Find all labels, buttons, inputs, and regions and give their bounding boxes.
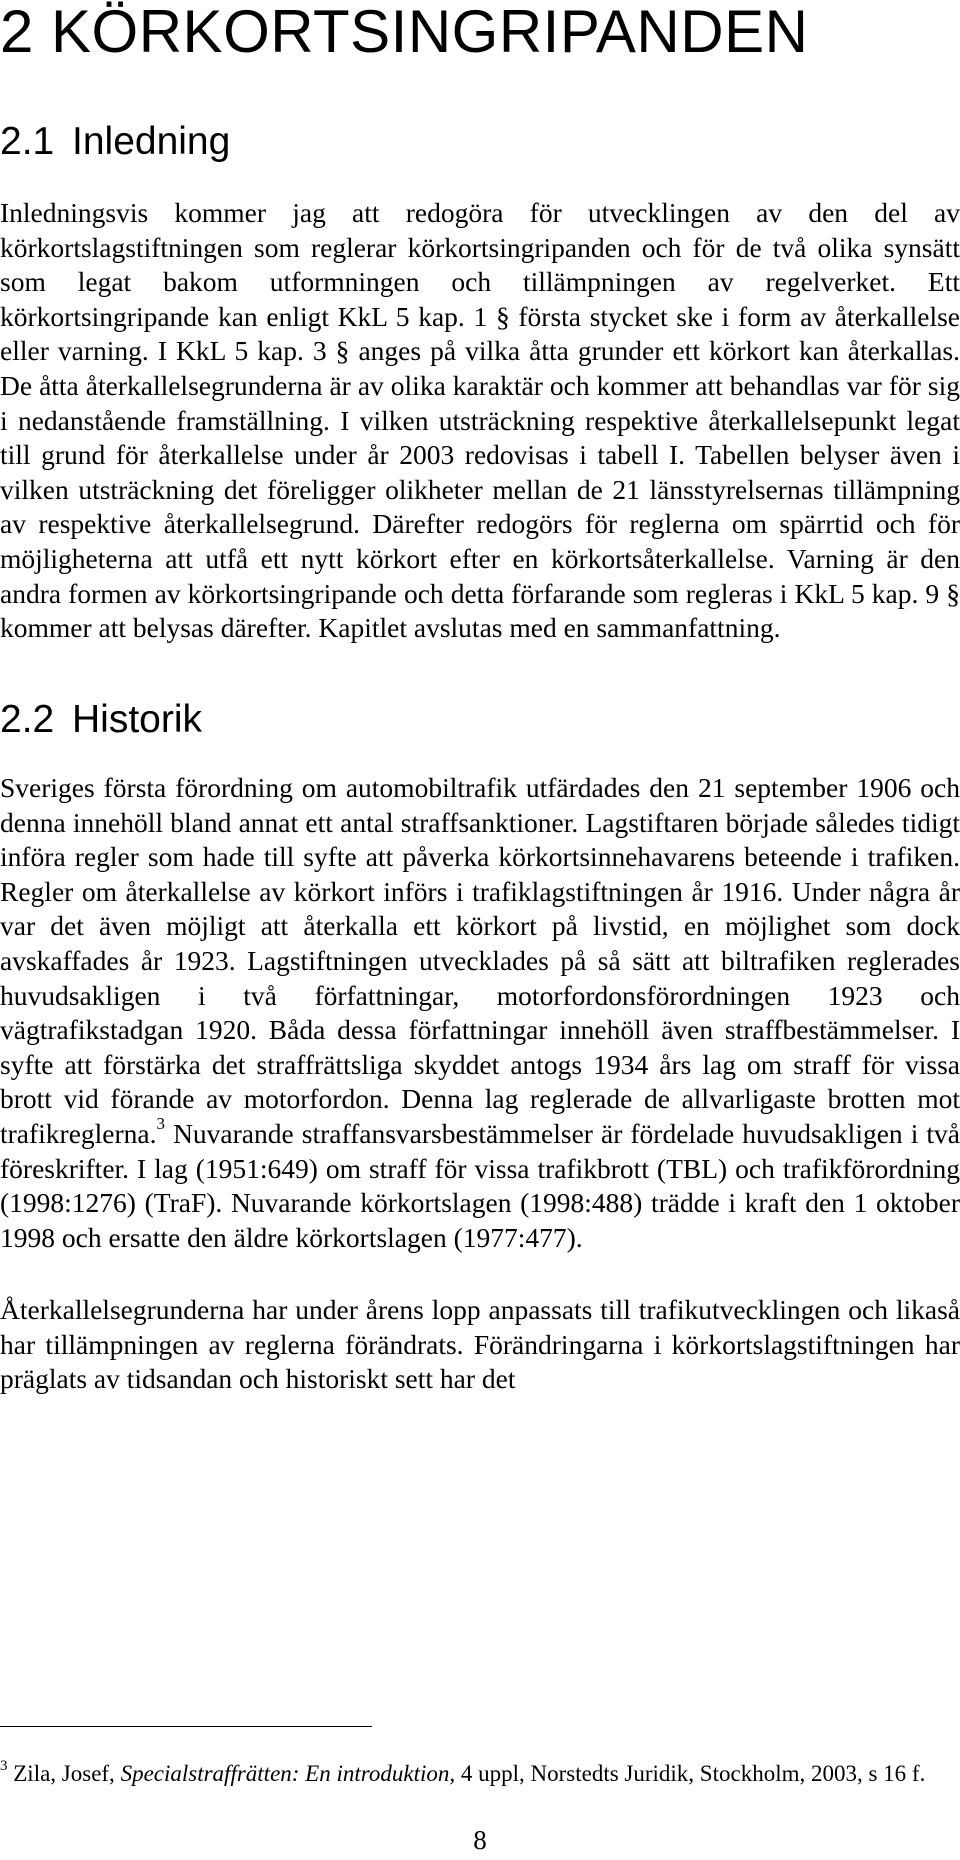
footnote-author: Zila, Josef, — [7, 1761, 121, 1786]
section-number: 2.1 — [0, 120, 55, 163]
footnote-reference[interactable]: 3 — [156, 1113, 166, 1133]
paragraph-text: Sveriges första förordning om automobiltrafik utfärdades den 21 september 1906 och denna innehöll bland annat ett antal straffsanktioner. Lagstiftaren började således tidigt införa regler som hade till syfte att påverka körkortsinnehavarens beteende i trafiken. Regler om återkallelse av körkort införs i trafiklagstiftningen år 1916. Under några år var det även möjligt att återkalla ett körkort på livstid, en möjlighet som dock avskaffades år 1923. Lagstiftningen utvecklades på så sätt att biltrafiken reglerades huvudsakligen i två författningar, motorfordonsförordningen 1923 och vägtrafikstadgan 1920. Båda dessa författningar innehöll även straffbestämmelser. I syfte att förstärka det straffrättsliga skyddet antogs 1934 års lag om straff för vissa brott vid förande av motorfordon. Denna lag reglerade de allvarligaste brotten mot trafikreglerna. — [0, 772, 960, 1149]
footnote — [0, 1757, 960, 1791]
paragraph-inledning: Inledningsvis kommer jag att redogöra för utvecklingen av den del av körkortslagstiftningen som reglerar körkortsingripanden och för de två olika synsätt som legat bakom utformningen och tillämpningen av regelverket. Ett körkortsingripande kan enligt KkL 5 kap. 1 § första stycket ske i form av återkallelse eller varning. I KkL 5 kap. 3 § anges på vilka åtta grunder ett körkort kan återkallas. De åtta återkallelsegrunderna är av olika karaktär och kommer att behandlas var för sig i nedanstående framställning. I vilken utsträckning respektive återkallelsepunkt legat till grund för återkallelse under år 2003 redovisas i tabell I. Tabellen belyser även i vilken utsträckning det föreligger olikheter mellan de 21 länsstyrelsernas tillämpning av respektive återkallelsegrund. Därefter redogörs för reglerna om spärrtid och för möjligheterna att utfå ett nytt körkort efter en körkortsåterkallelse. Varning är den andra formen av körkortsingripande och detta förfarande som regleras i KkL 5 kap. 9 § kommer att belysas därefter. Kapitlet avslutas med en sammanfattning. — [0, 197, 960, 644]
chapter-heading: 2 KÖRKORTSINGRIPANDEN — [0, 0, 809, 65]
paragraph-aterkallelsegrunder: Återkallelsegrunderna har under årens lopp anpassats till trafikutvecklingen och likaså har tillämpningen av reglerna förändrats. Förändringarna i körkortslagstiftningen har präglats av tidsandan och historiskt sett har det — [0, 1294, 960, 1395]
footnote-marker: 3 — [0, 1758, 8, 1774]
footnote-title: Specialstraffrätten: En introduktion, — [120, 1761, 456, 1786]
page-number: 8 — [473, 1825, 487, 1855]
footnote-separator — [0, 1726, 372, 1727]
section-title: Inledning — [72, 120, 231, 163]
section-number: 2.2 — [0, 698, 55, 741]
footnote-details: 4 uppl, Norstedts Juridik, Stockholm, 2003, s 16 f. — [455, 1761, 926, 1786]
section-heading-historik — [0, 698, 202, 742]
section-heading-inledning — [0, 120, 230, 164]
paragraph-historik — [0, 771, 960, 1255]
section-title: Historik — [72, 698, 203, 741]
paragraph-text: Nuvarande straffansvarsbestämmelser är fördelade huvudsakligen i två föreskrifter. I lag (1951:649) om straff för vissa trafikbrott (TBL) och trafikförordning (1998:1276) (TraF). Nuvarande körkortslagen (1998:488) trädde i kraft den 1 oktober 1998 och ersatte den äldre körkortslagen (1977:477). — [0, 1117, 960, 1253]
